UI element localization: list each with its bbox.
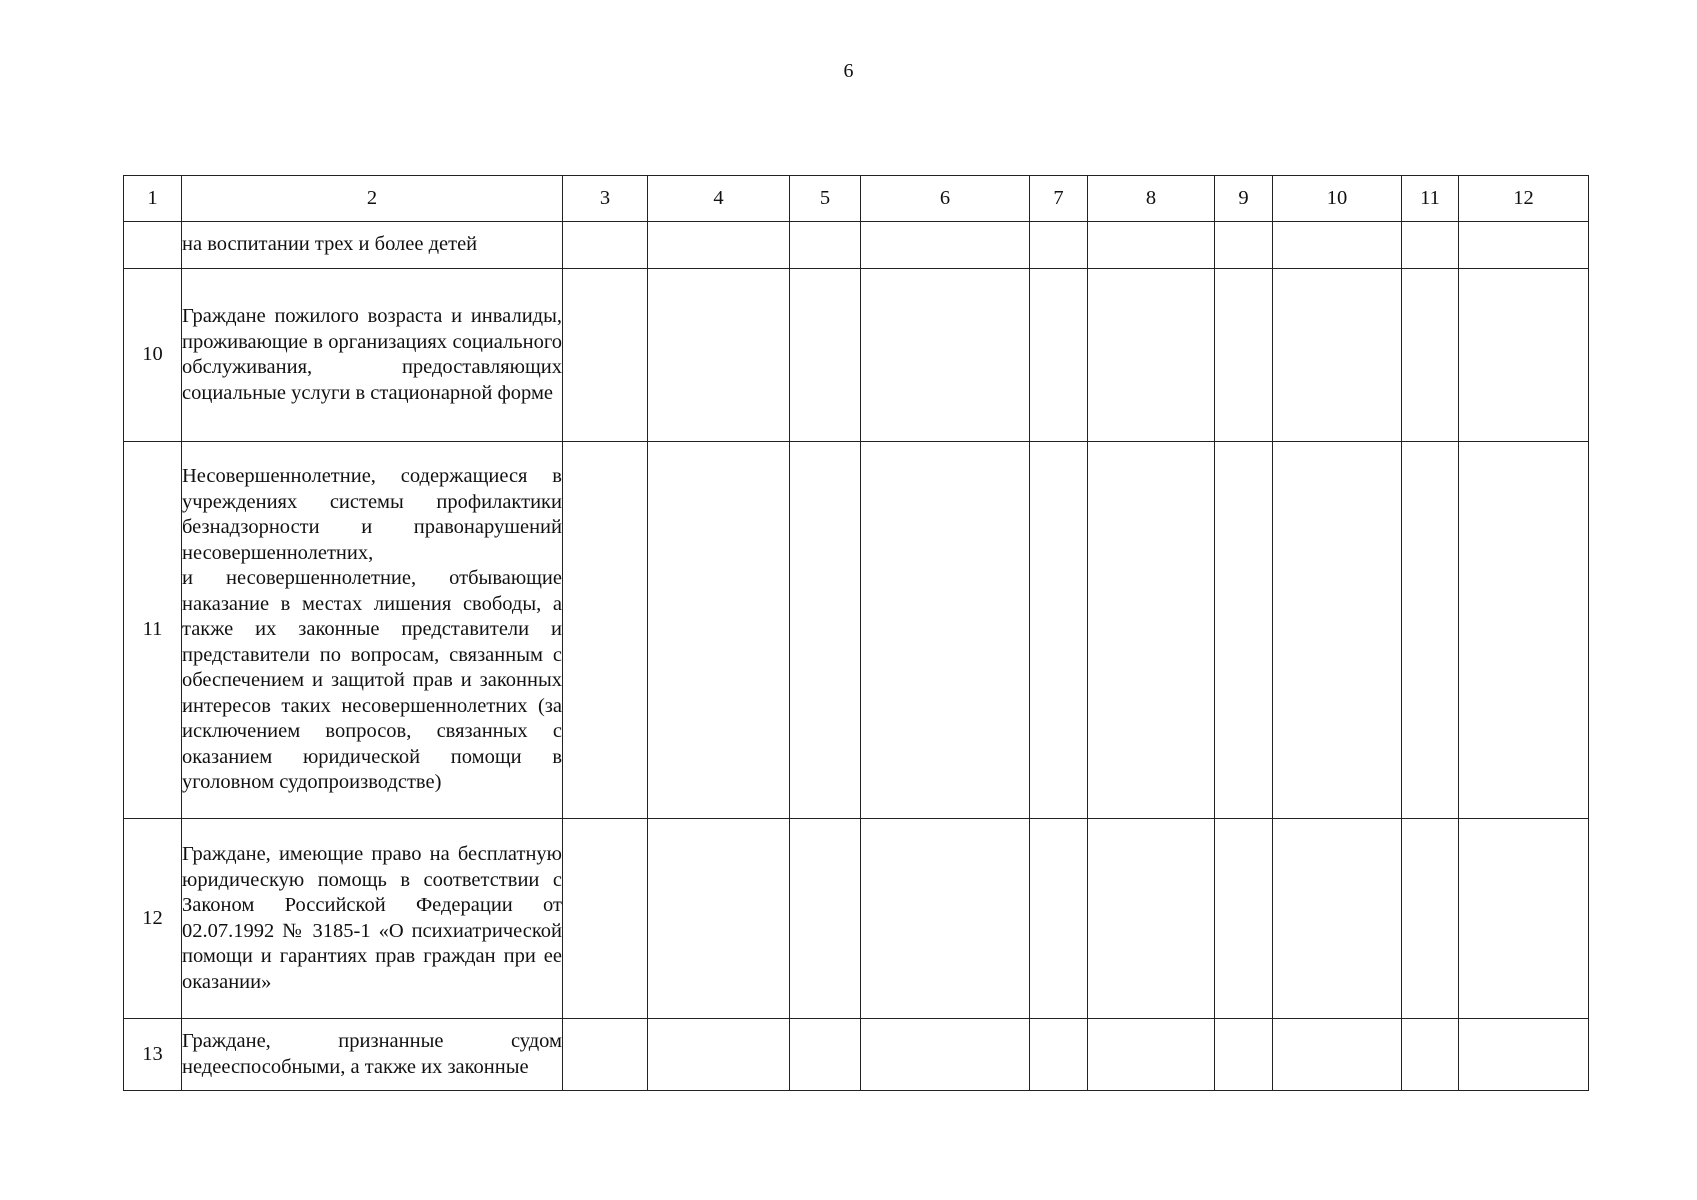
table-header-row [124,176,1589,222]
page-number: 6 [843,60,854,82]
empty-cell [1459,819,1589,1019]
empty-cell [1273,222,1402,269]
header-cell: 7 [1030,176,1088,222]
empty-cell [648,269,790,442]
empty-cell [1030,442,1088,819]
empty-cell [1402,222,1459,269]
row-number-cell: 13 [124,1019,182,1091]
header-cell: 4 [648,176,790,222]
empty-cell [861,442,1030,819]
empty-cell [1088,222,1215,269]
empty-cell [1273,1019,1402,1091]
header-cell: 12 [1459,176,1589,222]
document-table [123,175,1589,1091]
empty-cell [1030,1019,1088,1091]
row-number-cell: 10 [124,269,182,442]
empty-cell [563,819,648,1019]
empty-cell [1088,1019,1215,1091]
empty-cell [1215,442,1273,819]
empty-cell [1402,442,1459,819]
empty-cell [563,269,648,442]
empty-cell [1030,222,1088,269]
empty-cell [1215,222,1273,269]
row-description-cell: Граждане пожилого возраста и инвалиды, проживающие в организациях социального обслуживания, предоставляющих социальные услуги в стационарной форме [182,269,563,442]
row-description-part: и несовершеннолетние, отбывающие наказание в местах лишения свободы, а также их законные представители и представители по вопросам, связанным с обеспечением и защитой прав и законных интересов таких несовершеннолетних (за исключением вопросов, связанных с оказанием юридической помощи в уголовном судопроизводстве) [182,567,562,794]
empty-cell [790,1019,861,1091]
empty-cell [1215,819,1273,1019]
header-cell: 8 [1088,176,1215,222]
empty-cell [648,1019,790,1091]
header-cell: 9 [1215,176,1273,222]
row-description-cell: на воспитании трех и более детей [182,222,563,269]
table-row [124,269,1589,442]
row-description-part: Несовершеннолетние, содержащиеся в учреждениях системы профилактики безнадзорности и правонарушений несовершеннолетних, [182,465,562,564]
header-cell: 11 [1402,176,1459,222]
empty-cell [1273,819,1402,1019]
header-cell: 1 [124,176,182,222]
header-cell: 10 [1273,176,1402,222]
empty-cell [1030,269,1088,442]
empty-cell [1088,442,1215,819]
row-number-cell: 12 [124,819,182,1019]
empty-cell [1402,819,1459,1019]
header-cell: 2 [182,176,563,222]
empty-cell [1215,1019,1273,1091]
empty-cell [1273,442,1402,819]
empty-cell [1459,442,1589,819]
empty-cell [1088,269,1215,442]
empty-cell [648,819,790,1019]
row-number-cell: 11 [124,442,182,819]
empty-cell [790,222,861,269]
table-row [124,222,1589,269]
empty-cell [1402,1019,1459,1091]
empty-cell [1088,819,1215,1019]
row-description-cell: Граждане, признанные судом недееспособными, а также их законные [182,1019,563,1091]
table-row [124,1019,1589,1091]
empty-cell [861,269,1030,442]
empty-cell [790,442,861,819]
empty-cell [563,1019,648,1091]
row-description-cell [182,442,563,819]
empty-cell [1273,269,1402,442]
header-cell: 3 [563,176,648,222]
header-cell: 6 [861,176,1030,222]
table-row [124,442,1589,819]
empty-cell [1030,819,1088,1019]
table-row [124,819,1589,1019]
empty-cell [861,819,1030,1019]
row-description-cell: Граждане, имеющие право на бесплатную юридическую помощь в соответствии с Законом Российской Федерации от 02.07.1992 № 3185-1 «О психиатрической помощи и гарантиях прав граждан при ее оказании» [182,819,563,1019]
empty-cell [1402,269,1459,442]
empty-cell [1459,269,1589,442]
empty-cell [861,222,1030,269]
row-number-cell [124,222,182,269]
empty-cell [563,222,648,269]
empty-cell [1459,222,1589,269]
empty-cell [861,1019,1030,1091]
empty-cell [790,269,861,442]
empty-cell [648,442,790,819]
empty-cell [648,222,790,269]
empty-cell [563,442,648,819]
empty-cell [1215,269,1273,442]
empty-cell [1459,1019,1589,1091]
empty-cell [790,819,861,1019]
header-cell: 5 [790,176,861,222]
